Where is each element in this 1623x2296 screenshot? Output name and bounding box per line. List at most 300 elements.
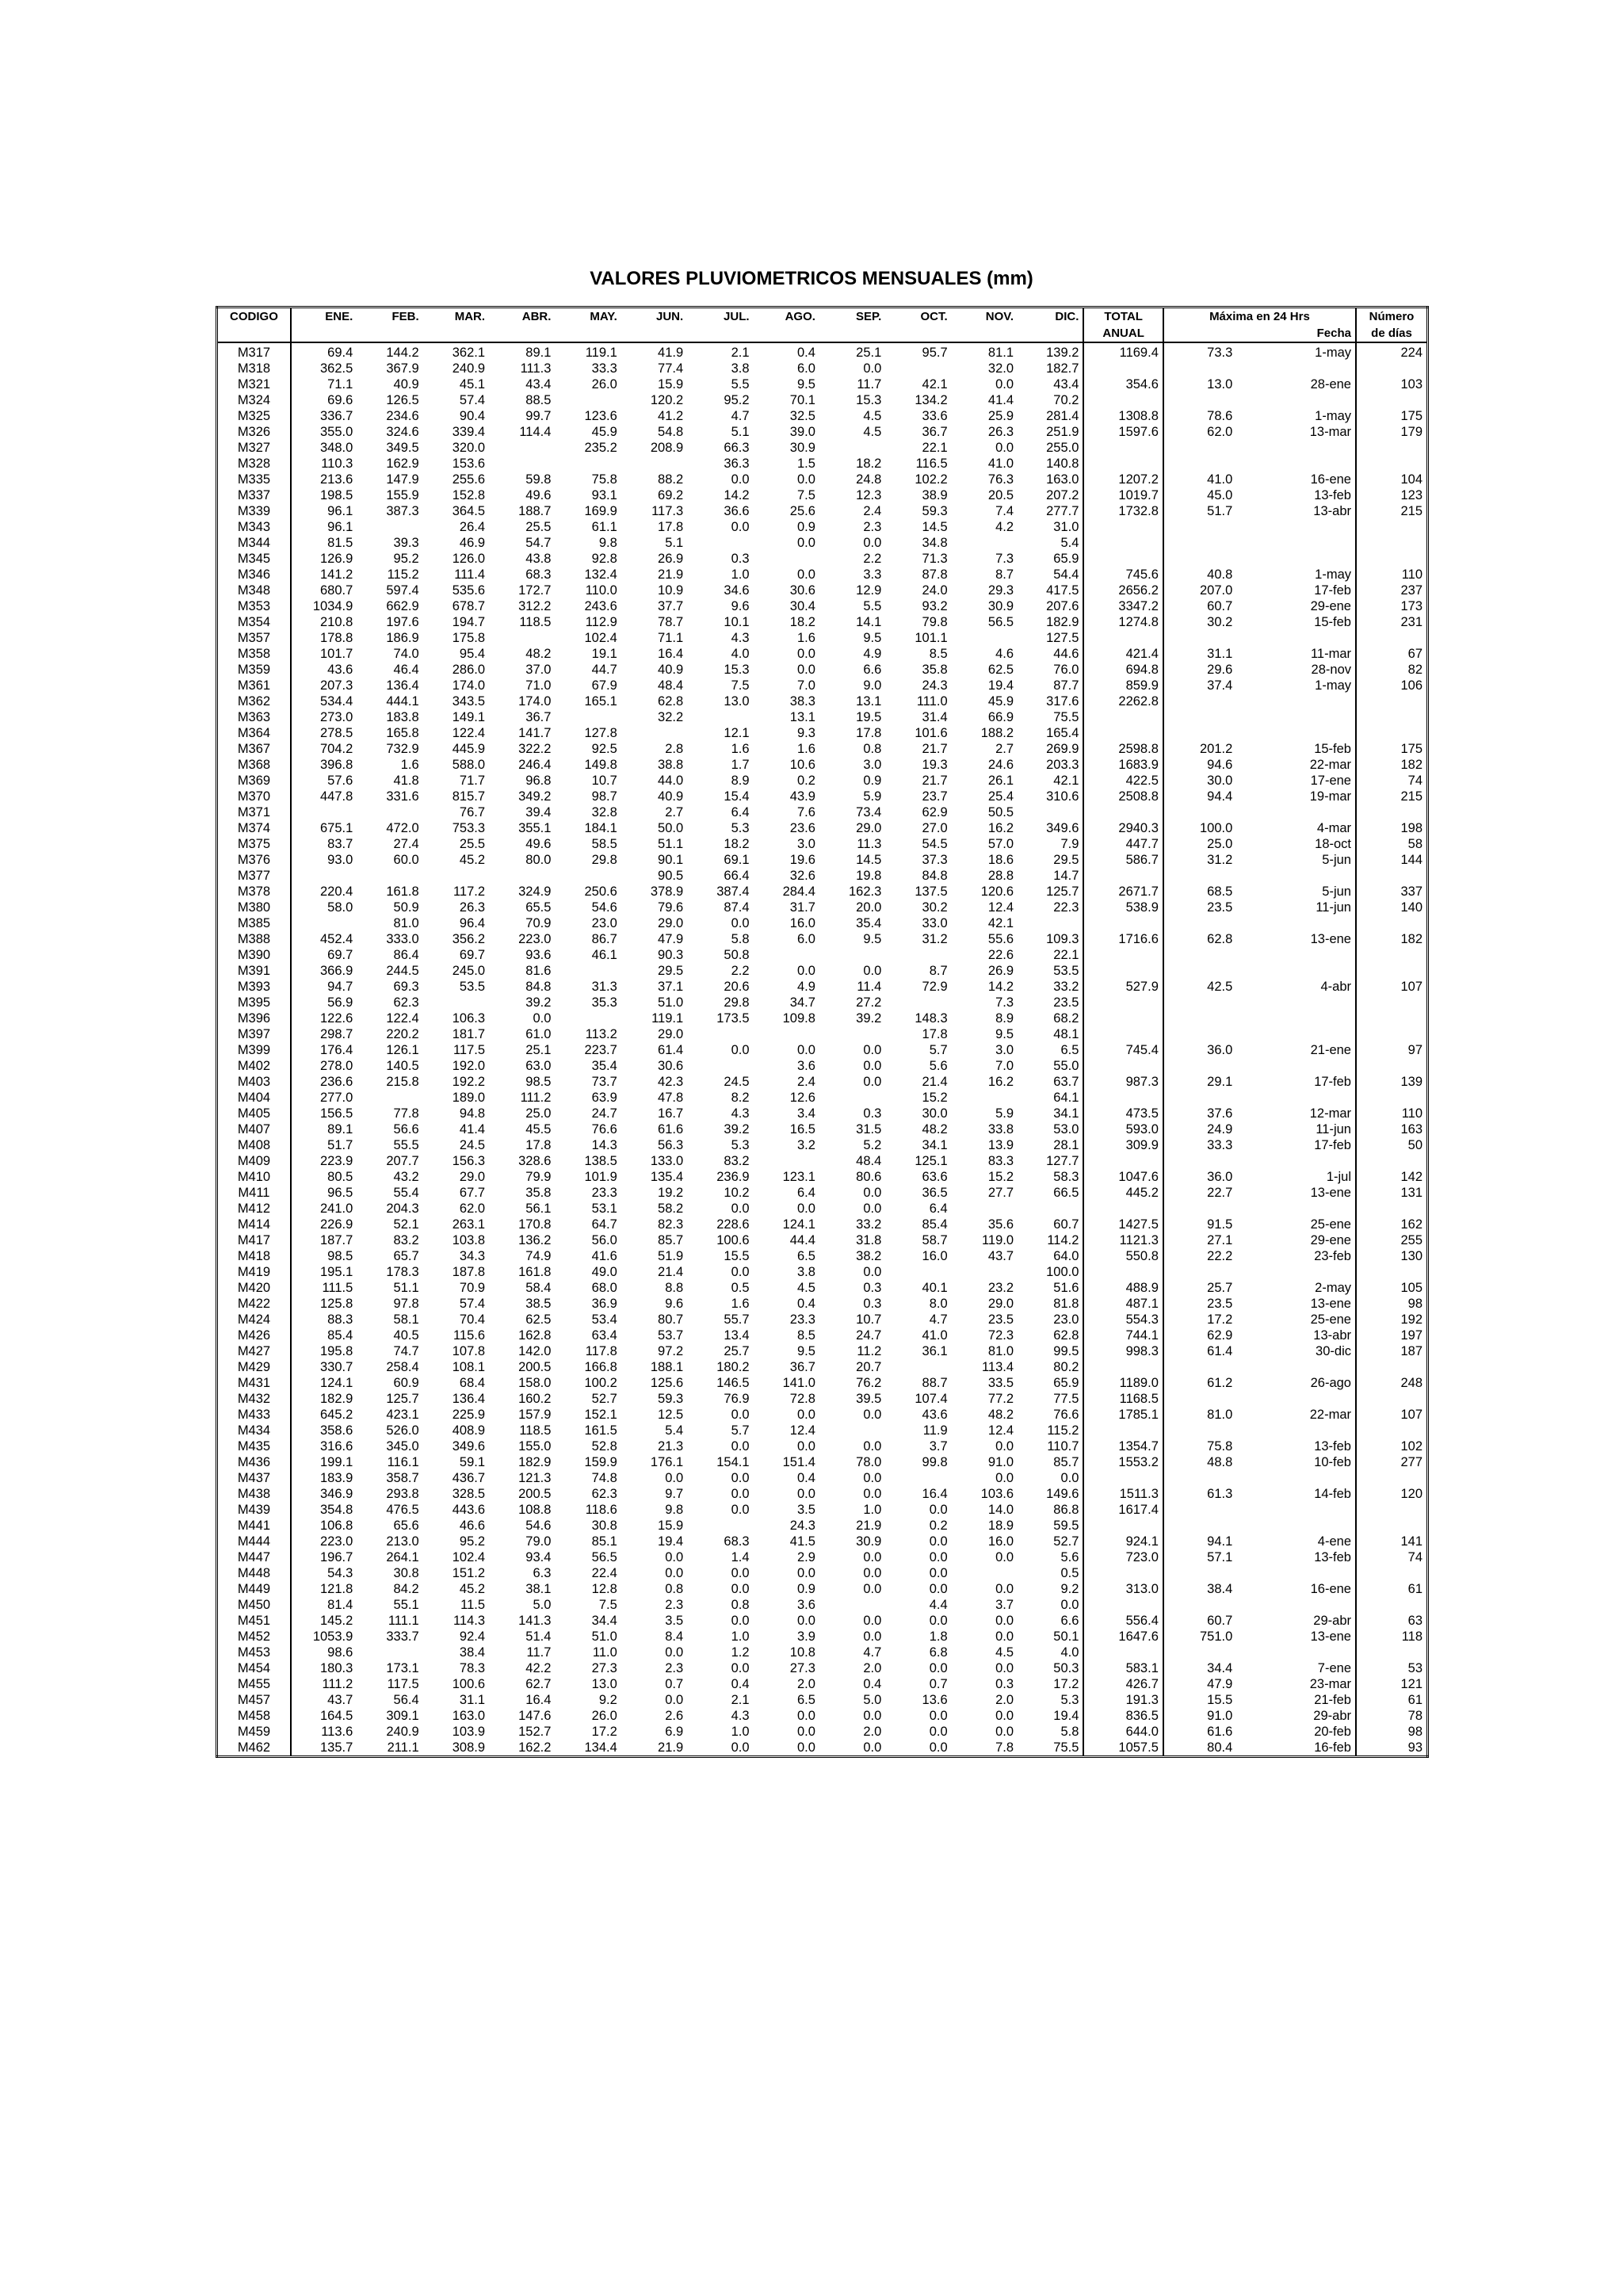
table-cell: 170.8 [518, 1217, 552, 1232]
table-cell: 0.3 [731, 552, 750, 566]
table-cell: 2.0 [796, 1677, 815, 1691]
table-cell: 6.3 [533, 1566, 552, 1580]
table-cell: 23.7 [922, 789, 948, 804]
table-cell: 38.8 [658, 758, 684, 772]
table-cell: 349.5 [386, 441, 419, 455]
header-row-1 [217, 308, 1428, 326]
table-cell: 81.0 [393, 916, 419, 930]
table-cell: 111.5 [322, 1281, 353, 1295]
station-code-cell: M434 [217, 1423, 291, 1438]
table-cell: 69.1 [724, 853, 750, 867]
table-row [217, 1518, 1428, 1534]
table-cell [1356, 1010, 1428, 1026]
table-cell [1236, 915, 1356, 931]
table-cell: 527.9 [1083, 979, 1163, 995]
table-cell: 987.3 [1083, 1074, 1163, 1090]
table-cell: 92.4 [459, 1629, 486, 1644]
table-cell: 76.6 [591, 1122, 617, 1137]
table-cell: 1-may [1315, 346, 1351, 360]
table-cell: 60.7 [1163, 1613, 1236, 1629]
table-cell: 17.2 [1163, 1312, 1236, 1328]
table-cell [489, 456, 555, 472]
table-cell: 336.7 [320, 409, 353, 423]
table-cell: 191.3 [1083, 1692, 1163, 1708]
table-cell: 173.1 [386, 1661, 419, 1675]
table-cell: 94.6 [1163, 757, 1236, 773]
table-cell [952, 535, 1018, 551]
table-cell: 42.1 [1053, 774, 1079, 788]
table-cell: 31.7 [789, 900, 815, 915]
station-code-cell: M424 [217, 1312, 291, 1328]
table-cell: 30.2 [1163, 614, 1236, 630]
table-cell: 16.0 [987, 1534, 1014, 1549]
table-cell: 4.0 [731, 647, 750, 661]
table-cell: 21.3 [658, 1439, 684, 1454]
table-cell: 86.7 [591, 932, 617, 946]
table-cell: 4.5 [863, 409, 882, 423]
table-cell [1356, 709, 1428, 725]
table-cell: 0.0 [796, 1614, 815, 1628]
table-cell [1356, 868, 1428, 884]
table-cell: 0.0 [731, 916, 750, 930]
table-cell [952, 1090, 1018, 1106]
table-cell: 3.8 [796, 1265, 815, 1279]
table-cell: 9.2 [1060, 1582, 1079, 1596]
table-cell: 93.1 [591, 488, 617, 502]
table-cell: 1553.2 [1083, 1454, 1163, 1470]
table-cell: 115.2 [1047, 1423, 1079, 1438]
table-cell: 35.8 [525, 1186, 552, 1200]
table-cell: 133.0 [650, 1154, 684, 1168]
table-cell: 71.7 [459, 774, 486, 788]
table-cell: 99.7 [525, 409, 552, 423]
station-code-cell: M359 [217, 662, 291, 678]
table-cell: 0.0 [731, 1265, 750, 1279]
table-cell: 215.8 [386, 1075, 419, 1089]
table-row [217, 1296, 1428, 1312]
table-cell [1083, 1010, 1163, 1026]
table-cell: 154.1 [716, 1455, 750, 1469]
table-cell: 1019.7 [1083, 487, 1163, 503]
table-cell [1083, 519, 1163, 535]
table-cell [1356, 1502, 1428, 1518]
table-cell: 77.4 [658, 361, 684, 376]
station-code-cell: M339 [217, 503, 291, 519]
table-cell: 16.0 [922, 1249, 948, 1263]
table-cell: 0.0 [796, 1201, 815, 1216]
table-row [217, 693, 1428, 709]
table-cell: 18.2 [724, 837, 750, 851]
table-cell [819, 440, 885, 456]
table-cell: 33.6 [922, 409, 948, 423]
table-cell: 0.0 [863, 1614, 882, 1628]
table-cell: 312.2 [518, 599, 552, 613]
table-cell: 13-ene [1310, 1297, 1351, 1311]
table-cell: 210.8 [320, 615, 353, 629]
table-cell: 0.0 [929, 1582, 948, 1596]
table-cell: 35.6 [987, 1217, 1014, 1232]
table-cell: 0.0 [863, 1265, 882, 1279]
table-cell: 102.2 [915, 472, 948, 487]
table-cell: 78 [1356, 1708, 1428, 1724]
table-cell: 1274.8 [1083, 614, 1163, 630]
table-cell [1163, 1058, 1236, 1074]
table-cell: 40.5 [393, 1328, 419, 1343]
table-cell [1236, 1470, 1356, 1486]
table-cell: 94.4 [1163, 789, 1236, 804]
table-cell: 13.1 [856, 694, 882, 709]
station-code-cell: M318 [217, 361, 291, 376]
table-cell [1356, 440, 1428, 456]
table-cell: 189.0 [452, 1091, 486, 1105]
table-cell: 240.9 [386, 1725, 419, 1739]
table-cell: 16.4 [658, 647, 684, 661]
table-cell: 15.3 [724, 663, 750, 677]
table-cell: 21.7 [922, 742, 948, 756]
table-cell: 21.7 [922, 774, 948, 788]
table-cell: 100.0 [1046, 1265, 1079, 1279]
table-cell: 44.6 [1053, 647, 1079, 661]
table-cell: 9.3 [796, 726, 815, 740]
station-code-cell: M420 [217, 1280, 291, 1296]
table-cell: 176.1 [650, 1455, 684, 1469]
table-cell: 147.6 [518, 1709, 552, 1723]
table-cell: 349.6 [452, 1439, 486, 1454]
table-cell [1356, 947, 1428, 963]
table-cell [952, 1565, 1018, 1581]
table-row [217, 1280, 1428, 1296]
table-cell: 5.6 [1060, 1550, 1079, 1564]
table-cell: 56.3 [658, 1138, 684, 1152]
table-cell: 13.6 [922, 1693, 948, 1707]
table-row [217, 1026, 1428, 1042]
table-cell: 30.6 [658, 1059, 684, 1073]
table-row [217, 1328, 1428, 1343]
table-cell: 61 [1356, 1692, 1428, 1708]
table-cell: 0.0 [929, 1550, 948, 1564]
table-cell: 61.0 [525, 1027, 552, 1041]
table-cell: 68.3 [525, 567, 552, 582]
table-cell: 30.9 [987, 599, 1014, 613]
table-cell: 3347.2 [1083, 598, 1163, 614]
table-cell: 78.6 [1163, 408, 1236, 424]
table-cell: 50.3 [1053, 1661, 1079, 1675]
table-cell [1163, 995, 1236, 1010]
table-cell: 60.9 [393, 1376, 419, 1390]
table-cell: 3.4 [796, 1106, 815, 1121]
table-cell: 17-feb [1314, 1075, 1351, 1089]
table-cell: 58 [1356, 836, 1428, 852]
table-cell: 0.0 [929, 1740, 948, 1755]
table-cell: 69.4 [327, 346, 353, 360]
table-cell: 32.8 [591, 805, 617, 819]
table-cell: 224 [1356, 342, 1428, 361]
table-cell: 284.4 [782, 884, 815, 899]
table-cell: 59.3 [922, 504, 948, 518]
table-cell: 83.2 [393, 1233, 419, 1247]
station-code-cell: M371 [217, 804, 291, 820]
table-cell: 89.1 [327, 1122, 353, 1137]
station-code-cell: M337 [217, 487, 291, 503]
table-cell: 25.0 [1163, 836, 1236, 852]
table-cell: 75.5 [1053, 710, 1079, 724]
table-cell: 18.2 [856, 457, 882, 471]
table-cell: 194.7 [452, 615, 486, 629]
table-cell: 5.1 [731, 425, 750, 439]
header-month: JUL. [724, 310, 750, 323]
table-cell: 1647.6 [1083, 1629, 1163, 1645]
table-cell: 2.3 [665, 1661, 684, 1675]
table-cell: 29.6 [1163, 662, 1236, 678]
table-cell: 103 [1356, 376, 1428, 392]
station-code-cell: M449 [217, 1581, 291, 1597]
table-cell: 73.4 [856, 805, 882, 819]
table-cell [885, 1264, 951, 1280]
table-cell: 39.3 [393, 536, 419, 550]
table-cell: 225.9 [452, 1408, 486, 1422]
table-cell: 43.7 [327, 1693, 353, 1707]
table-cell [1163, 963, 1236, 979]
table-cell: 17.8 [525, 1138, 552, 1152]
table-cell: 5-jun [1322, 853, 1351, 867]
table-cell [1236, 440, 1356, 456]
table-row [217, 1660, 1428, 1676]
table-cell [1083, 551, 1163, 567]
table-cell: 3.7 [995, 1598, 1014, 1612]
table-cell: 2.2 [731, 964, 750, 978]
table-cell: 70.2 [1053, 393, 1079, 407]
table-cell: 43.6 [327, 663, 353, 677]
table-row [217, 947, 1428, 963]
table-cell: 387.3 [386, 504, 419, 518]
table-cell: 5.8 [731, 932, 750, 946]
table-cell: 207.2 [1046, 488, 1079, 502]
table-cell: 136.4 [452, 1392, 486, 1406]
table-cell: 0.9 [796, 1582, 815, 1596]
station-code-cell: M407 [217, 1121, 291, 1137]
table-cell: 187 [1356, 1343, 1428, 1359]
table-row [217, 915, 1428, 931]
table-row [217, 836, 1428, 852]
table-cell: 33.3 [1163, 1137, 1236, 1153]
table-cell: 54.7 [525, 536, 552, 550]
table-cell: 56.0 [591, 1233, 617, 1247]
table-cell [1236, 947, 1356, 963]
table-cell: 48.4 [856, 1154, 882, 1168]
table-cell: 43.4 [1053, 377, 1079, 392]
table-row [217, 1201, 1428, 1217]
header-month: JUN. [655, 310, 684, 323]
table-cell: 41.5 [789, 1534, 815, 1549]
table-cell: 236.6 [320, 1075, 353, 1089]
table-cell: 1785.1 [1083, 1407, 1163, 1423]
table-cell: 124.1 [782, 1217, 815, 1232]
table-row [217, 1708, 1428, 1724]
table-cell: 16.2 [987, 1075, 1014, 1089]
table-cell [555, 392, 621, 408]
table-cell: 152.8 [452, 488, 486, 502]
table-cell: 538.9 [1083, 900, 1163, 915]
table-cell: 4.6 [995, 647, 1014, 661]
table-cell: 6.5 [1060, 1043, 1079, 1057]
table-cell: 53.5 [1053, 964, 1079, 978]
table-cell: 1-may [1315, 678, 1351, 693]
table-cell: 111.1 [388, 1614, 419, 1628]
table-cell: 13-abr [1313, 504, 1351, 518]
table-cell: 81.5 [327, 536, 353, 550]
table-row [217, 1248, 1428, 1264]
table-cell: 13.0 [591, 1677, 617, 1691]
table-cell: 25.7 [724, 1344, 750, 1358]
table-cell: 62.5 [987, 663, 1014, 677]
table-cell [1236, 1010, 1356, 1026]
table-cell: 94.7 [327, 980, 353, 994]
table-cell: 192.0 [452, 1059, 486, 1073]
table-cell: 93.4 [525, 1550, 552, 1564]
table-cell: 14.5 [856, 853, 882, 867]
table-cell: 91.0 [1163, 1708, 1236, 1724]
table-cell: 0.0 [796, 567, 815, 582]
table-cell: 337 [1356, 884, 1428, 900]
table-cell [1236, 1518, 1356, 1534]
table-cell: 111.0 [916, 694, 948, 709]
table-cell: 38.1 [525, 1582, 552, 1596]
table-cell: 39.2 [724, 1122, 750, 1137]
table-cell: 45.0 [1163, 487, 1236, 503]
table-cell: 73.7 [591, 1075, 617, 1089]
table-cell: 31.3 [591, 980, 617, 994]
table-cell: 248 [1356, 1375, 1428, 1391]
table-cell: 207.3 [320, 678, 353, 693]
table-cell: 60.0 [393, 853, 419, 867]
table-cell: 198.5 [320, 488, 353, 502]
table-cell: 277.7 [1046, 504, 1079, 518]
table-cell: 15.5 [724, 1249, 750, 1263]
table-cell: 22.1 [922, 441, 948, 455]
table-cell: 47.9 [1163, 1676, 1236, 1692]
table-cell: 0.0 [796, 1408, 815, 1422]
table-cell: 173 [1356, 598, 1428, 614]
table-cell: 162.3 [849, 884, 882, 899]
table-row [217, 456, 1428, 472]
table-cell: 84.8 [525, 980, 552, 994]
table-cell: 44.7 [591, 663, 617, 677]
table-cell: 35.4 [856, 916, 882, 930]
table-cell: 8.2 [731, 1091, 750, 1105]
table-cell: 29.3 [987, 583, 1014, 598]
table-cell: 200.5 [518, 1360, 552, 1374]
table-cell [687, 709, 753, 725]
table-cell: 14.3 [591, 1138, 617, 1152]
table-cell: 101.6 [915, 726, 948, 740]
table-cell [1163, 456, 1236, 472]
table-cell: 0.0 [796, 536, 815, 550]
table-cell: 22-mar [1309, 758, 1351, 772]
table-row [217, 1232, 1428, 1248]
table-cell: 354.6 [1083, 376, 1163, 392]
table-cell: 1716.6 [1083, 931, 1163, 947]
table-cell [1163, 1597, 1236, 1613]
table-cell: 13.0 [1163, 376, 1236, 392]
table-cell: 45.1 [459, 377, 486, 392]
table-cell: 14.2 [724, 488, 750, 502]
table-cell: 14.0 [987, 1503, 1014, 1517]
table-cell: 1-may [1315, 567, 1351, 582]
table-cell: 14-feb [1314, 1487, 1351, 1501]
table-cell: 102 [1356, 1438, 1428, 1454]
table-cell [754, 1026, 819, 1042]
table-cell: 4.3 [731, 631, 750, 645]
table-cell [1083, 995, 1163, 1010]
station-code-cell: M399 [217, 1042, 291, 1058]
table-row [217, 392, 1428, 408]
table-cell: 116.5 [915, 457, 948, 471]
table-cell: 10.6 [789, 758, 815, 772]
table-cell: 215 [1356, 789, 1428, 804]
table-cell: 33.8 [987, 1122, 1014, 1137]
table-cell: 12.9 [856, 583, 882, 598]
table-cell: 2598.8 [1083, 741, 1163, 757]
table-cell: 47.8 [658, 1091, 684, 1105]
station-code-cell: M385 [217, 915, 291, 931]
table-cell: 5-jun [1322, 884, 1351, 899]
table-cell: 0.5 [1060, 1566, 1079, 1580]
table-cell: 127.5 [1046, 631, 1079, 645]
table-cell: 142.0 [518, 1344, 552, 1358]
table-cell: 96.5 [327, 1186, 353, 1200]
table-cell: 64.7 [591, 1217, 617, 1232]
table-cell: 26.4 [459, 520, 486, 534]
table-cell: 1.5 [796, 457, 815, 471]
table-cell: 53.4 [591, 1312, 617, 1327]
table-cell: 90.3 [658, 948, 684, 962]
table-cell: 58.0 [327, 900, 353, 915]
table-cell [1083, 1264, 1163, 1280]
table-cell: 0.0 [929, 1661, 948, 1675]
table-row [217, 1692, 1428, 1708]
station-code-cell: M380 [217, 900, 291, 915]
table-cell: 0.0 [995, 1471, 1014, 1485]
table-cell: 23.5 [1163, 1296, 1236, 1312]
table-cell: 26.9 [987, 964, 1014, 978]
table-cell: 152.7 [518, 1725, 552, 1739]
table-cell: 144 [1356, 852, 1428, 868]
table-cell [1356, 1391, 1428, 1407]
table-cell: 10.2 [724, 1186, 750, 1200]
table-cell: 0.0 [796, 1709, 815, 1723]
station-code-cell: M326 [217, 424, 291, 440]
table-cell: 20.6 [724, 980, 750, 994]
table-cell: 11.0 [592, 1645, 617, 1660]
table-cell: 71.1 [327, 377, 353, 392]
table-cell [754, 551, 819, 567]
table-cell: 0.0 [863, 1043, 882, 1057]
table-cell: 0.0 [731, 1487, 750, 1501]
table-cell: 732.9 [386, 742, 419, 756]
table-cell: 149.6 [1046, 1487, 1079, 1501]
table-row [217, 900, 1428, 915]
table-row [217, 979, 1428, 995]
table-cell: 30.0 [1163, 773, 1236, 789]
table-cell: 90.1 [658, 853, 684, 867]
table-cell: 4.5 [796, 1281, 815, 1295]
table-cell: 110 [1356, 1106, 1428, 1121]
table-cell: 30.9 [856, 1534, 882, 1549]
table-cell: 1.4 [731, 1550, 750, 1564]
table-cell: 0.4 [731, 1677, 750, 1691]
table-cell: 9.8 [598, 536, 617, 550]
table-cell: 7-ene [1317, 1661, 1351, 1675]
